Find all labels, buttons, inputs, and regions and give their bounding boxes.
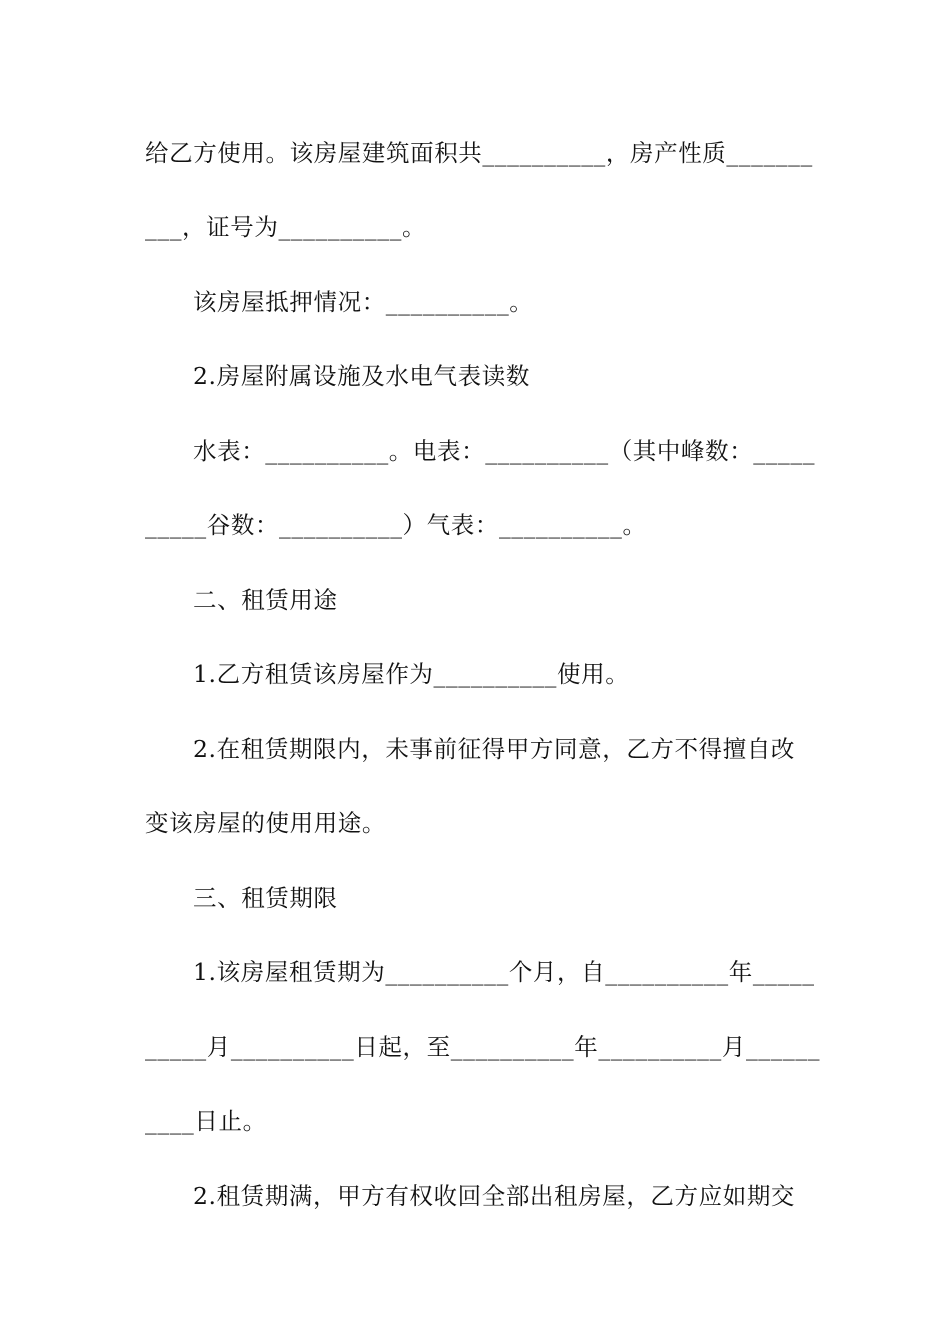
text-line: ___，证号为__________。	[145, 213, 427, 241]
text-line: 水表：__________。电表：__________（其中峰数：_____	[193, 437, 816, 465]
text-line: 2.在租赁期限内，未事前征得甲方同意，乙方不得擅自改	[193, 735, 796, 763]
text-line: 1.乙方租赁该房屋作为__________使用。	[193, 660, 630, 688]
text-line: _____谷数：__________）气表：__________。	[145, 511, 647, 539]
text-line: _____月__________日起，至__________年__________月______	[145, 1033, 821, 1061]
text-line: 给乙方使用。该房屋建筑面积共__________，房产性质_______	[145, 139, 813, 167]
text-line: ____日止。	[145, 1107, 267, 1135]
text-line: 2.租赁期满，甲方有权收回全部出租房屋，乙方应如期交	[193, 1182, 796, 1210]
section-heading: 2.房屋附属设施及水电气表读数	[193, 362, 530, 390]
section-heading: 三、租赁期限	[193, 884, 338, 912]
text-line: 变该房屋的使用用途。	[145, 809, 386, 837]
section-heading: 二、租赁用途	[193, 586, 338, 614]
text-line: 该房屋抵押情况：__________。	[193, 288, 534, 316]
text-line: 1.该房屋租赁期为__________个月，自__________年_____	[193, 958, 815, 986]
